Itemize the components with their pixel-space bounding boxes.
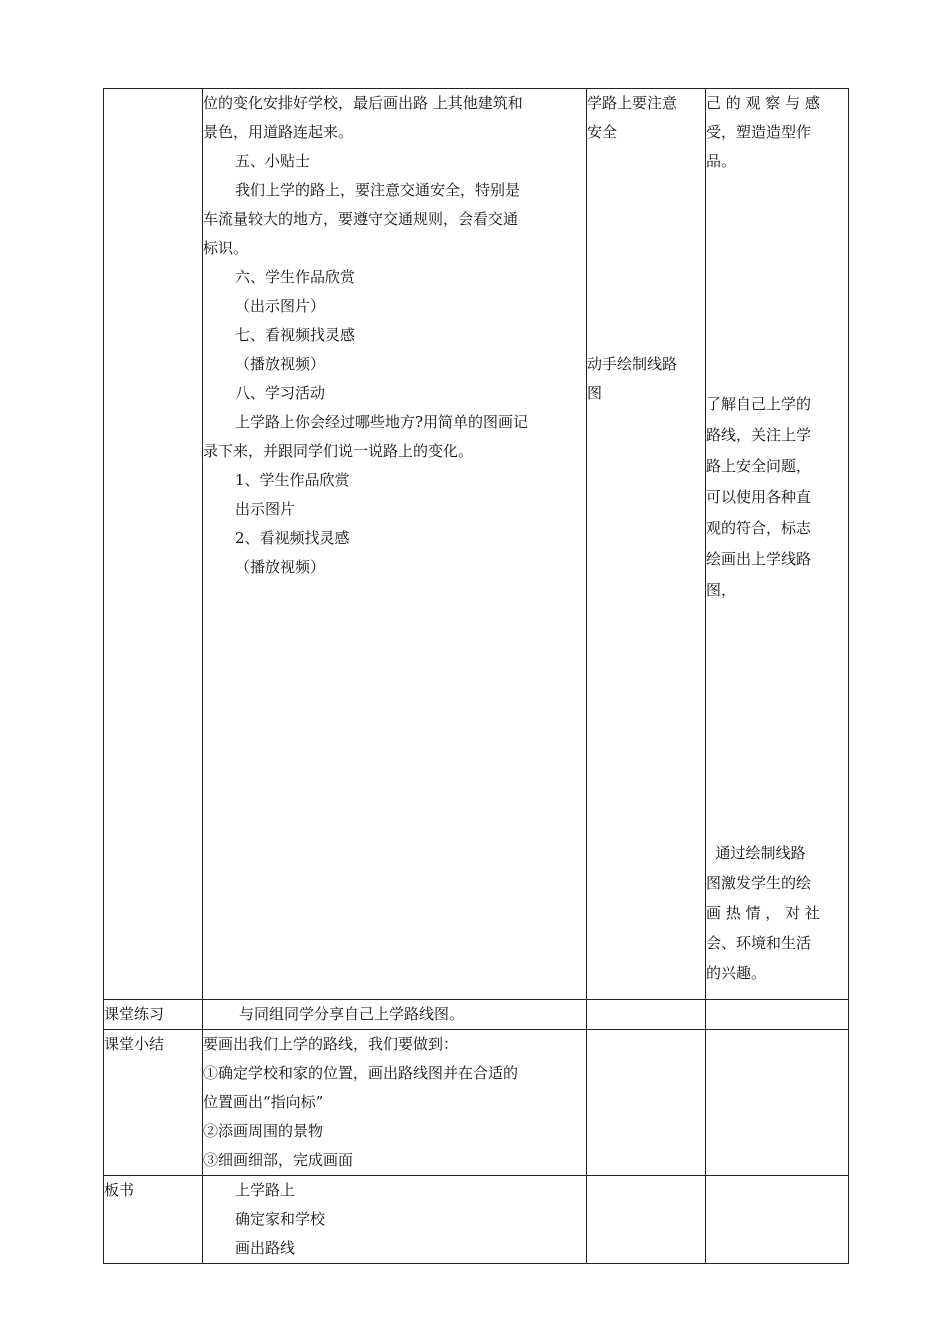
design-intent-line: 受，塑造造型作: [706, 123, 812, 141]
content-line: （播放视频）: [235, 355, 326, 373]
content-line: 2、看视频找灵感: [235, 529, 350, 547]
content-line: 1、学生作品欣赏: [235, 471, 350, 489]
spacer: [587, 147, 705, 350]
student-activity-line: 动手绘制线路: [587, 355, 678, 373]
spacer: [706, 176, 848, 389]
design-intent-line: 的兴趣。: [706, 964, 767, 982]
content-line: 景色，用道路连起来。: [203, 123, 354, 141]
content-line: 车流量较大的地方，要遵守交通规则，会看交通: [203, 210, 519, 228]
design-intent-line: 己 的 观 察 与 感: [706, 94, 820, 112]
empty-cell: [706, 1176, 849, 1264]
design-intent-line: 品。: [706, 152, 737, 170]
content-line: （播放视频）: [235, 558, 326, 576]
summary-label: 课堂小结: [104, 1030, 203, 1176]
content-line: 我们上学的路上，要注意交通安全，特别是: [235, 181, 521, 199]
design-intent-line: 可以使用各种直: [706, 488, 812, 506]
student-activity-line: 图: [587, 384, 603, 402]
teaching-content-cell: [203, 89, 587, 1000]
design-intent-line: 路线，关注上学: [706, 426, 812, 444]
design-intent-line: 会、环境和生活: [706, 934, 812, 952]
section-heading-activity: 八、学习活动: [235, 384, 326, 402]
design-intent-line: 绘画出上学线路: [706, 550, 812, 568]
content-line: 上学路上你会经过哪些地方?用简单的图画记: [235, 413, 529, 431]
design-intent-cell: [706, 89, 849, 1000]
blackboard-line: 确定家和学校: [235, 1210, 326, 1228]
student-activity-line: 安全: [587, 123, 618, 141]
summary-line: 位置画出“指向标”: [203, 1093, 324, 1111]
empty-cell: [587, 1000, 706, 1030]
content-line: 标识。: [203, 239, 249, 257]
spacer: [706, 606, 848, 838]
empty-cell: [706, 1000, 849, 1030]
empty-cell: [587, 1030, 706, 1176]
design-intent-line: 通过绘制线路: [706, 844, 806, 862]
content-line: 录下来，并跟同学们说一说路上的变化。: [203, 442, 474, 460]
blackboard-row: [104, 1176, 849, 1264]
student-activity-cell: [587, 89, 706, 1000]
practice-content-cell: [203, 1000, 587, 1030]
section-heading-appreciation: 六、学生作品欣赏: [235, 268, 356, 286]
empty-cell: [706, 1030, 849, 1176]
summary-line: ①确定学校和家的位置，画出路线图并在合适的: [203, 1064, 519, 1082]
design-intent-line: 图，: [706, 581, 737, 599]
practice-content: 与同组同学分享自己上学路线图。: [239, 1005, 465, 1023]
design-intent-line: 路上安全问题，: [706, 457, 812, 475]
empty-cell: [587, 1176, 706, 1264]
content-line: 位的变化安排好学校，最后画出路 上其他建筑和: [203, 94, 523, 112]
design-intent-line: 图激发学生的绘: [706, 874, 812, 892]
blackboard-line: 上学路上: [235, 1181, 296, 1199]
section-heading-video: 七、看视频找灵感: [235, 326, 356, 344]
summary-line: ③细画细部，完成画面: [203, 1151, 354, 1169]
blackboard-label: 板书: [104, 1176, 203, 1264]
design-intent-line: 画 热 情 ， 对 社: [706, 904, 820, 922]
blackboard-content-cell: [203, 1176, 587, 1264]
summary-content-cell: [203, 1030, 587, 1176]
summary-row: [104, 1030, 849, 1176]
section-heading-tips: 五、小贴士: [235, 152, 311, 170]
design-intent-line: 观的符合，标志: [706, 519, 812, 537]
content-line: 出示图片: [235, 500, 296, 518]
summary-line: 要画出我们上学的路线，我们要做到：: [203, 1035, 459, 1053]
design-intent-line: 了解自己上学的: [706, 395, 812, 413]
summary-line: ②添画周围的景物: [203, 1122, 324, 1140]
student-activity-line: 学路上要注意: [587, 94, 678, 112]
lesson-plan-table: [103, 88, 849, 1264]
content-line: （出示图片）: [235, 297, 326, 315]
practice-label: 课堂练习: [104, 1000, 203, 1030]
practice-row: [104, 1000, 849, 1030]
row-label-cell-empty: [104, 89, 203, 1000]
blackboard-line: 画出路线: [235, 1239, 296, 1257]
teaching-process-row: [104, 89, 849, 1000]
